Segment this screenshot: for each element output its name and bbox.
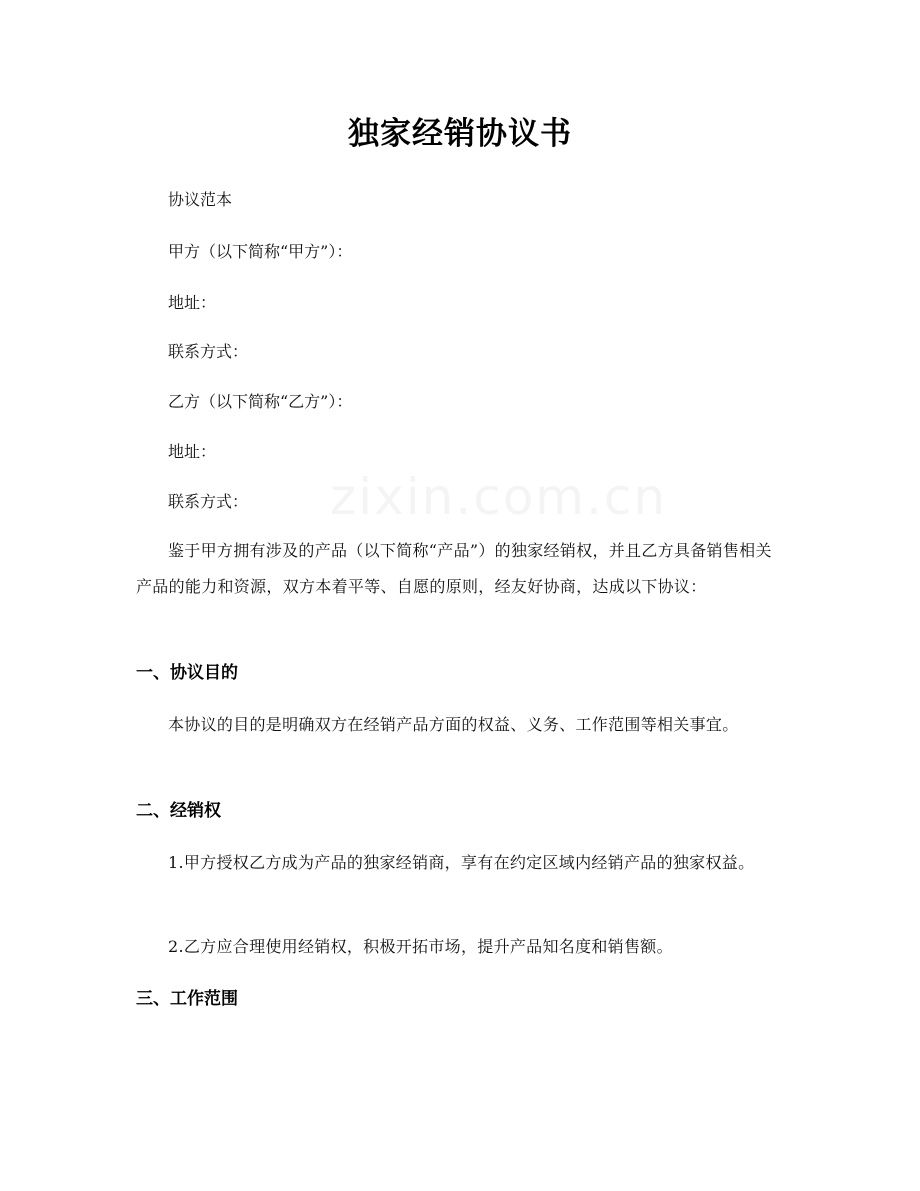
section-heading: 三、工作范围	[136, 989, 238, 1009]
section-paragraph: 2.乙方应合理使用经销权，积极开拓市场，提升产品知名度和销售额。	[168, 937, 673, 956]
party-a-address: 地址：	[168, 293, 217, 312]
party-b-contact: 联系方式：	[168, 492, 249, 511]
watermark	[330, 468, 690, 526]
preamble-paragraph: 鉴于甲方拥有涉及的产品（以下简称“产品”）的独家经销权，并且乙方具备销售相关产品的能力和资源，双方本着平等、自愿的原则，经友好协商，达成以下协议：	[136, 541, 772, 596]
document-title: 独家经销协议书	[348, 116, 572, 152]
section-paragraph: 本协议的目的是明确双方在经销产品方面的权益、义务、工作范围等相关事宜。	[168, 715, 739, 734]
party-b-label: 乙方（以下简称“乙方”）：	[168, 392, 353, 411]
party-b-address: 地址：	[168, 442, 217, 461]
subtitle: 协议范本	[168, 190, 233, 209]
section-heading: 二、经销权	[136, 801, 221, 821]
section-paragraph: 1.甲方授权乙方成为产品的独家经销商，享有在约定区域内经销产品的独家权益。	[168, 853, 755, 872]
party-a-label: 甲方（以下简称“甲方”）：	[168, 242, 353, 261]
section-heading: 一、协议目的	[136, 663, 238, 683]
party-a-contact: 联系方式：	[168, 342, 249, 361]
